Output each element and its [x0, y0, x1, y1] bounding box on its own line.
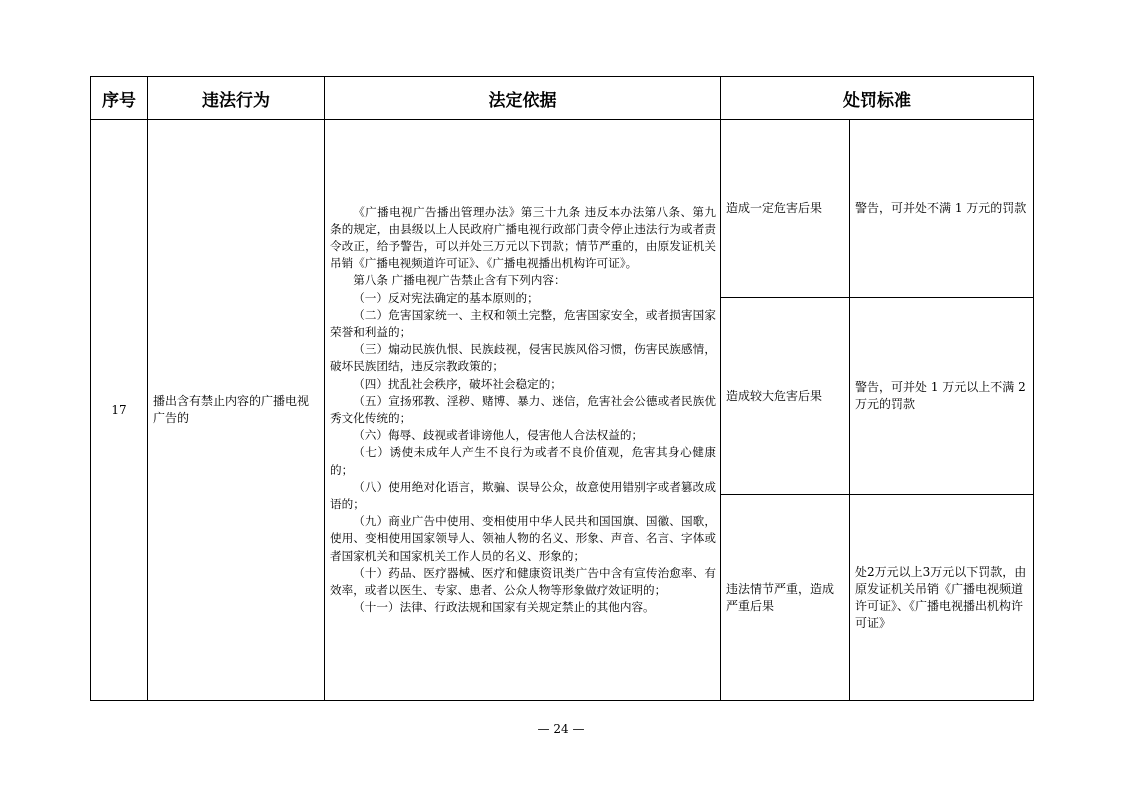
- consequence-tier-1: 造成一定危害后果: [721, 120, 850, 298]
- legal-basis-item-6: （六）侮辱、歧视或者诽谤他人，侵害他人合法权益的；: [353, 428, 644, 443]
- table-header-row: [91, 77, 1034, 120]
- penalty-table: [90, 76, 1034, 701]
- header-legal-basis: 法定依据: [325, 77, 721, 120]
- consequence-tier-2: 造成较大危害后果: [721, 298, 850, 495]
- legal-basis-item-5: （五）宣扬邪教、淫秽、赌博、暴力、迷信，危害社会公德或者民族优秀文化传统的；: [330, 393, 716, 425]
- legal-basis-article-39: 《广播电视广告播出管理办法》第三十九条 违反本办法第八条、第九条的规定，由县级以上人民政府广播电视行政部门责令停止违法行为或者责令改正，给予警告，可以并处三万元以下罚款；情节严重的，由原发证机关吊销《广播电视频道许可证》、《广播电视播出机构许可证》。: [330, 204, 716, 271]
- legal-basis-item-2: （二）危害国家统一、主权和领土完整，危害国家安全，或者损害国家荣誉和利益的；: [330, 307, 716, 339]
- header-penalty-standard: 处罚标准: [721, 77, 1034, 120]
- legal-basis-item-10: （十）药品、医疗器械、医疗和健康资讯类广告中含有宣传治愈率、有效率，或者以医生、专家、患者、公众人物等形象做疗效证明的；: [330, 565, 716, 598]
- penalty-tier-2: 警告，可并处 1 万元以上不满 2 万元的罚款: [850, 298, 1034, 495]
- legal-basis-item-3: （三）煽动民族仇恨、民族歧视，侵害民族风俗习惯，伤害民族感情，破坏民族团结，违反宗教政策的；: [330, 342, 716, 374]
- legal-basis-item-8: （八）使用绝对化语言，欺骗、误导公众，故意使用错别字或者篡改成语的；: [330, 479, 716, 512]
- legal-basis-item-1: （一）反对宪法确定的基本原则的；: [353, 290, 539, 305]
- legal-basis-item-4: （四）扰乱社会秩序，破坏社会稳定的；: [353, 376, 562, 391]
- row-violation: 播出含有禁止内容的广播电视广告的: [148, 120, 325, 701]
- table-row: [91, 120, 1034, 298]
- legal-basis-item-9: （九）商业广告中使用、变相使用中华人民共和国国旗、国徽、国歌，使用、变相使用国家领导人、领袖人物的名义、形象、声音、名言、字体或者国家机关和国家机关工作人员的名义、形象的；: [330, 514, 716, 563]
- penalty-tier-3: 处2万元以上3万元以下罚款，由原发证机关吊销《广播电视频道许可证》、《广播电视播出机构许可证》: [850, 495, 1034, 701]
- row-seq: 17: [91, 120, 148, 701]
- legal-basis-item-11: （十一）法律、行政法规和国家有关规定禁止的其他内容。: [353, 600, 655, 615]
- legal-basis-article-8: 第八条 广播电视广告禁止含有下列内容：: [353, 273, 566, 288]
- consequence-tier-3: 违法情节严重，造成严重后果: [721, 495, 850, 701]
- header-violation: 违法行为: [148, 77, 325, 120]
- legal-basis-item-7: （七）诱使未成年人产生不良行为或者不良价值观，危害其身心健康的；: [330, 445, 716, 477]
- header-seq: 序号: [91, 77, 148, 120]
- penalty-tier-1: 警告，可并处不满 1 万元的罚款: [850, 120, 1034, 298]
- page-number: — 24 —: [537, 722, 585, 736]
- row-legal-basis: [325, 120, 721, 701]
